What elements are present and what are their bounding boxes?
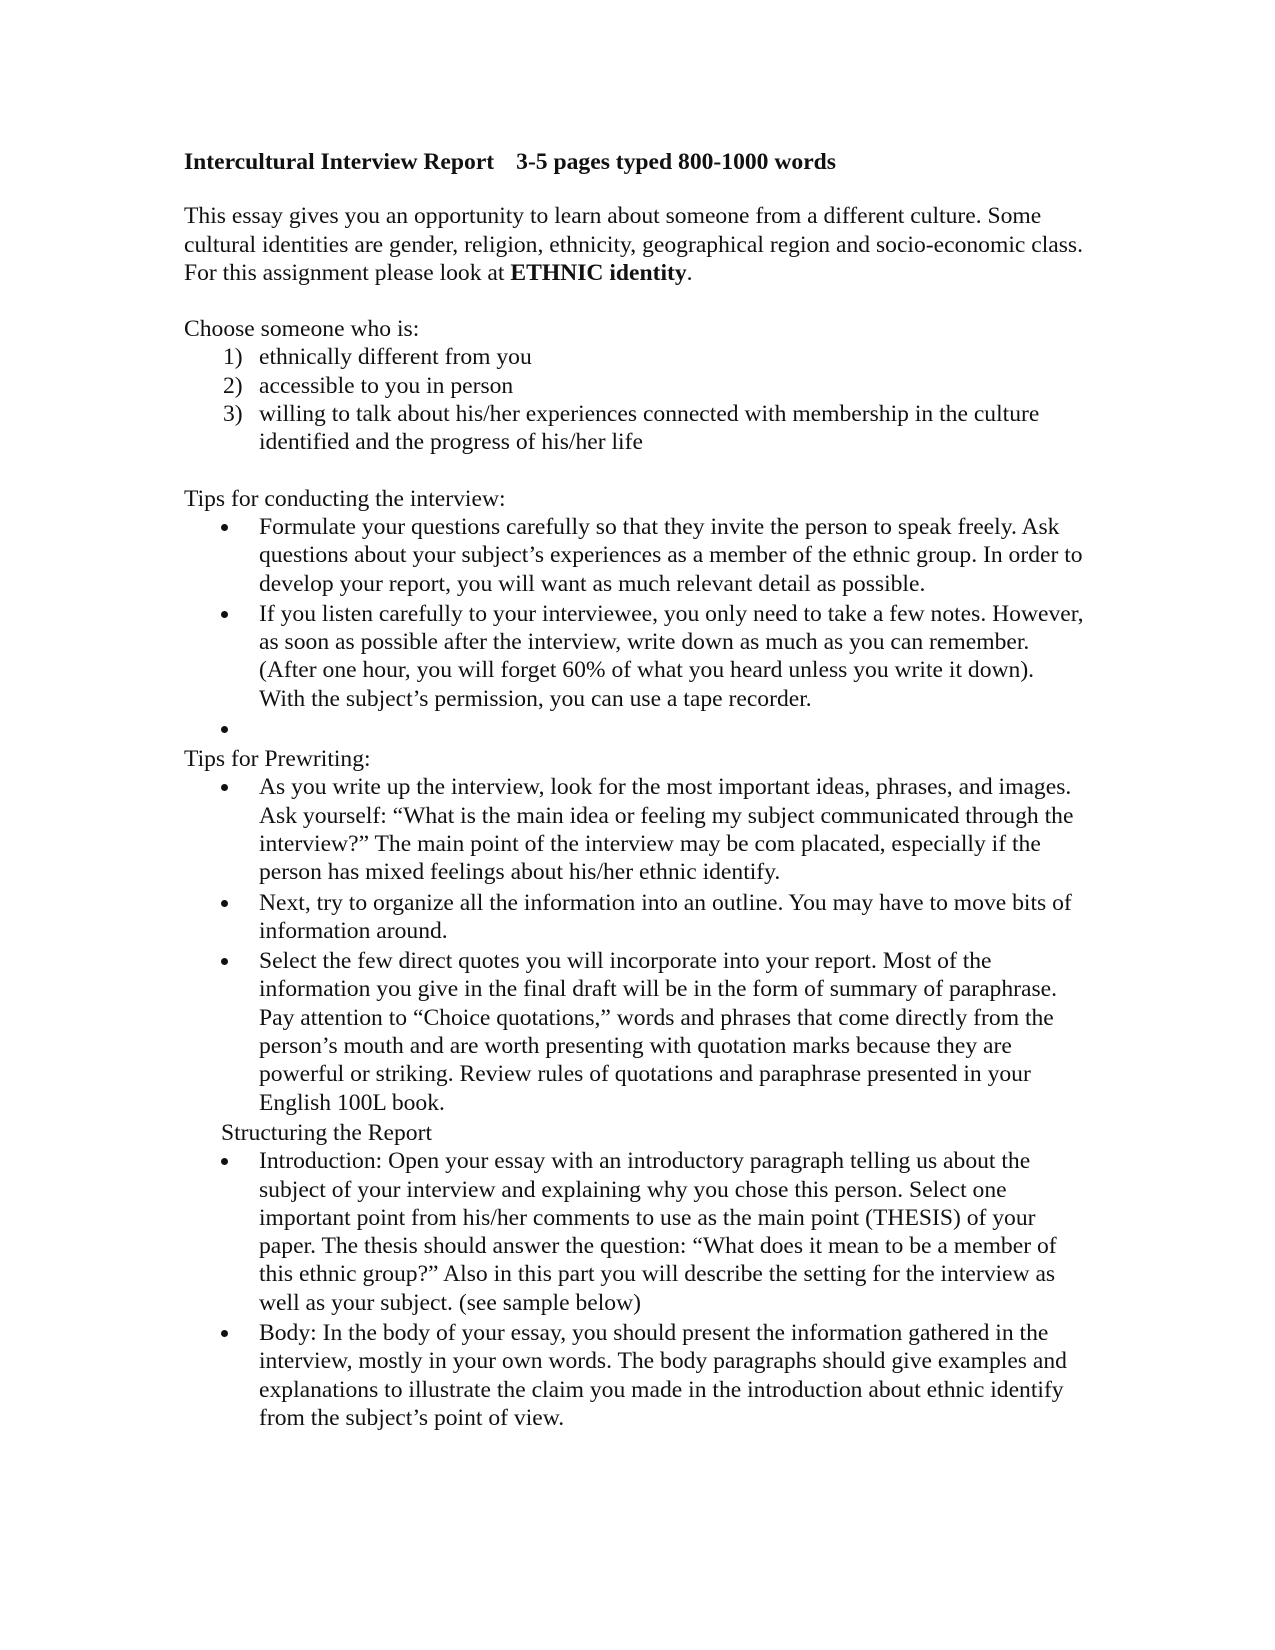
list-item — [184, 343, 1084, 371]
intro-end: . — [686, 259, 693, 286]
list-item — [184, 600, 1084, 713]
list-item — [184, 773, 1084, 886]
list-item — [184, 372, 1084, 400]
list-item-text: Introduction: Open your essay with an introductory paragraph telling us about the subject of your interview and explaining why you chose this person. Select one important point from his/her comments to use as the main point (THESIS) of your paper. The thesis should answer the question: “What does it mean to be a member of this ethnic group?” Also in this part you will describe the setting for the interview as well as your subject. (see sample below) — [259, 1148, 1057, 1316]
intro-text: This essay gives you an opportunity to learn about someone from a different culture. Some cultural identities are gender, religion, ethnicity, geographical region and socio-economic class. For this assignment please look at — [184, 203, 1084, 286]
intro-emphasis: ETHNIC identity — [510, 259, 687, 286]
list-marker: 2) — [223, 372, 243, 399]
list-item — [184, 947, 1084, 1117]
bullet-icon — [221, 1330, 228, 1337]
list-item-text: willing to talk about his/her experiences connected with membership in the culture identified and the progress of his/her life — [259, 401, 1040, 456]
bullet-icon — [221, 524, 228, 531]
choose-list — [184, 343, 1084, 456]
list-item-text: Body: In the body of your essay, you should present the information gathered in the interview, mostly in your own words. The body paragraphs should give examples and explanations to illustrate the claim you made in the introduction about ethnic identify from the subject’s point of view. — [259, 1319, 1067, 1431]
empty-list-item — [184, 715, 1084, 743]
bullet-icon — [221, 958, 228, 965]
prewriting-list — [184, 773, 1084, 1117]
document-page — [184, 148, 1084, 1434]
bullet-icon — [221, 784, 228, 791]
document-title — [184, 148, 1084, 176]
prewriting-heading: Tips for Prewriting: — [184, 746, 371, 773]
interview-tips-heading: Tips for conducting the interview: — [184, 485, 506, 512]
list-item-text: Formulate your questions carefully so that they invite the person to speak freely. Ask questions about your subject’s experiences as a member of the ethnic group. In order to develop your report, you will want as much relevant detail as possible. — [259, 513, 1083, 597]
structuring-list — [184, 1147, 1084, 1432]
list-item-text: Next, try to organize all the information into an outline. You may have to move bits of information around. — [259, 889, 1072, 944]
list-item — [184, 400, 1084, 457]
list-marker: 1) — [223, 344, 243, 371]
list-item-text: As you write up the interview, look for the most important ideas, phrases, and images. Ask yourself: “What is the main idea or feeling my subject communicated through the interview?” The main point of the interview may be com placated, especially if the person has mixed feelings about his/her ethnic identify. — [259, 774, 1074, 886]
bullet-icon — [221, 611, 228, 618]
choose-heading: Choose someone who is: — [184, 316, 420, 343]
list-item-text: ethnically different from you — [259, 344, 532, 371]
list-item — [184, 1147, 1084, 1317]
structuring-heading: Structuring the Report — [221, 1119, 432, 1146]
list-item-text: If you listen carefully to your interviewee, you only need to take a few notes. However, as soon as possible after the interview, write down as much as you can remember. (After one hour, you will forget 60% of what you heard unless you write it down). With the subject’s permission, you can use a tape recorder. — [259, 600, 1084, 712]
bullet-icon — [221, 726, 228, 733]
bullet-icon — [221, 900, 228, 907]
list-item-text: accessible to you in person — [259, 372, 514, 399]
list-item-text: Select the few direct quotes you will incorporate into your report. Most of the information you give in the final draft will be in the form of summary of paraphrase. Pay attention to “Choice quotations,” words and phrases that come directly from the person’s mouth and are worth presenting with quotation marks because they are powerful or striking. Review rules of quotations and paraphrase presented in your English 100L book. — [259, 948, 1058, 1116]
list-item — [184, 513, 1084, 598]
interview-tips-list — [184, 513, 1084, 743]
list-marker: 3) — [223, 401, 243, 428]
bullet-icon — [221, 1158, 228, 1165]
title-meta: 3-5 pages typed 800-1000 words — [516, 149, 836, 175]
list-item — [184, 1319, 1084, 1432]
intro-paragraph — [184, 202, 1084, 287]
list-item — [184, 889, 1084, 946]
title-main: Intercultural Interview Report — [184, 149, 495, 175]
